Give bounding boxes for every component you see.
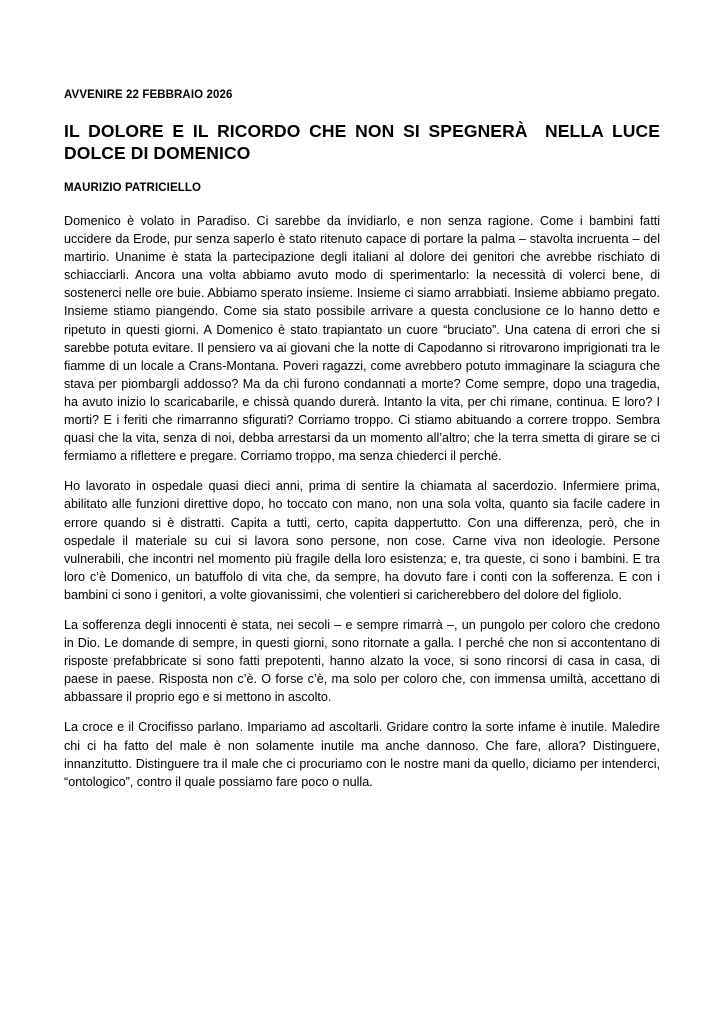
article-byline: MAURIZIO PATRICIELLO (64, 182, 202, 194)
article-headline: IL DOLORE E IL RICORDO CHE NON SI SPEGNERÀ NELLA LUCE DOLCE DI DOMENICO (64, 121, 665, 163)
article-paragraph: Domenico è volato in Paradiso. Ci sarebbe da invidiarlo, e non senza ragione. Come i bambini fatti uccidere da Erode, pur senza saperlo è stato ritenuto capace di portare la palma – stavolta incruenta – del martirio. Unanime è stata la partecipazione degli italiani al dolore dei genitori che avrebbe rischiato di schiacciarli. Ancora una volta abbiamo avuto modo di sperimentarlo: la necessità di volerci bene, di sostenerci nelle ore buie. Abbiamo sperato insieme. Insieme ci siamo arrabbiati. Insieme abbiamo pregato. Insieme stiamo piangendo. Come sia stato possibile arrivare a questa conclusione ce lo hanno detto e ripetuto in questi giorni. A Domenico è stato trapiantato un cuore “bruciato”. Una catena di errori che si sarebbe potuta evitare. Il pensiero va ai giovani che la notte di Capodanno si ritrovarono imprigionati tra le fiamme di un locale a Crans-Montana. Poveri ragazzi, come avrebbero potuto immaginare la sciagura che stava per piombargli addosso? Ma da chi furono condannati a morte? Come sempre, dopo una tragedia, ha avuto inizio lo scaricabarile, e chissà quando durerà. Intanto la vita, per chi rimane, continua. E loro? I morti? E i feriti che rimarranno sfigurati? Corriamo troppo. Ci stiamo abituando a correre troppo. Sembra quasi che la vita, senza di noi, debba arrestarsi da un momento all’altro; che la terra smetta di girare se ci fermiamo a riflettere e pregare. Corriamo troppo, ma senza chiederci il perché. (64, 214, 660, 464)
article-paragraph: La croce e il Crocifisso parlano. Impariamo ad ascoltarli. Gridare contro la sorte infame è inutile. Maledire chi ci ha fatto del male è non solamente inutile ma anche dannoso. Che fare, allora? Distinguere, innanzitutto. Distinguere tra il male che ci procuriamo con le nostre mani da quello, diciamo per intenderci, “ontologico”, contro il quale possiamo fare poco o nulla. (64, 720, 660, 789)
article-paragraph: La sofferenza degli innocenti è stata, nei secoli – e sempre rimarrà –, un pungolo per coloro che credono in Dio. Le domande di sempre, in questi giorni, sono ritornate a galla. I perché che non si accontentano di risposte prefabbricate si sono fatti prepotenti, hanno alzato la voce, si sono rincorsi di casa in casa, di paese in paese. Risposta non c’è. O forse c’è, ma solo per coloro che, con immensa umiltà, accettano di abbassare il proprio ego e si mettono in ascolto. (64, 617, 660, 705)
article-body (64, 212, 660, 791)
article-paragraph: Ho lavorato in ospedale quasi dieci anni, prima di sentire la chiamata al sacerdozio. Infermiere prima, abilitato alle funzioni direttive dopo, ho toccato con mano, non una sola volta, quanto sia facile cadere in errore quando si è distratti. Capita a tutti, certo, capita dappertutto. Con una differenza, però, che in ospedale il materiale su cui si lavora sono persone, non cose. Carne viva non ideologie. Persone vulnerabili, che incontri nel momento più fragile della loro esistenza; e, tra queste, ci sono i bambini. E tra loro c’è Domenico, un batuffolo di vita che, da sempre, ha dovuto fare i conti con la sofferenza. E con i bambini ci sono i genitori, a volte giovanissimi, che volentieri si caricherebbero del dolore del figliolo. (64, 479, 660, 602)
article (64, 88, 665, 791)
publication-kicker: AVVENIRE 22 FEBBRAIO 2026 (64, 89, 233, 101)
